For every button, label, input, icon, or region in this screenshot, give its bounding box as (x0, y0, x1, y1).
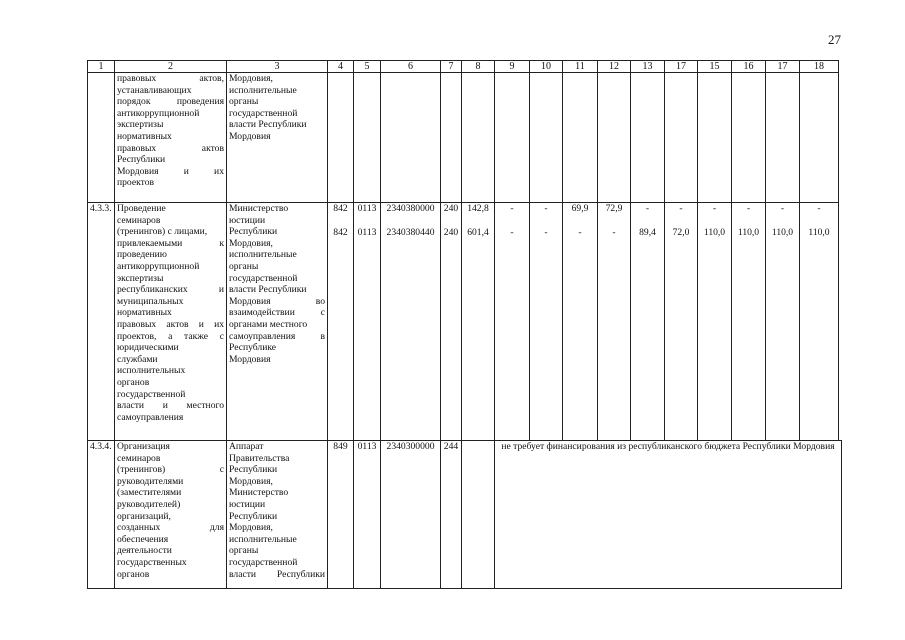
empty-cell (381, 73, 441, 203)
text-line: проектов, а также с (117, 330, 224, 342)
text-line: правовых актов и их (117, 318, 224, 330)
value: 2340380440 (386, 227, 435, 238)
value: 240 (443, 203, 459, 214)
cell-target-code (381, 203, 441, 441)
cell-year (631, 203, 665, 441)
text-line: исполнительные (229, 84, 297, 96)
value: 0113 (357, 203, 377, 214)
value: - (510, 227, 514, 238)
text-line: органов (117, 568, 150, 580)
text-line: Республики (117, 154, 166, 166)
value: 842 (333, 203, 348, 214)
header-cell: 7 (441, 61, 462, 73)
text-line: Аппарат (229, 441, 264, 452)
text-line: нормативных (117, 307, 172, 319)
row-number: 4.3.4. (88, 441, 115, 589)
cell-year (665, 203, 698, 441)
text-line: антикоррупционной (117, 260, 200, 272)
value: - (645, 203, 650, 214)
header-cell: 8 (462, 61, 495, 73)
table-row (88, 203, 842, 441)
no-funding-note: не требует финансирования из республиканского бюджета Республики Мордовия (495, 441, 842, 589)
text-line: органы (229, 545, 259, 557)
text-line: Мордовия, (229, 237, 273, 249)
value: 142,8 (467, 203, 489, 214)
value: - (544, 227, 548, 238)
text-line: юстиции (229, 498, 266, 510)
text-line: власти Республики (229, 568, 325, 580)
text-line: исполнительных (117, 365, 186, 377)
cell-target-code: 2340300000 (381, 441, 441, 589)
text-line: службами (117, 353, 158, 365)
header-cell: 15 (698, 61, 732, 73)
cell-year (530, 203, 563, 441)
value: 240 (443, 227, 459, 238)
executor (227, 73, 328, 203)
header-cell: 9 (495, 61, 530, 73)
cell-expense-code (441, 203, 462, 441)
text-line: семинаров (117, 452, 161, 464)
cell-section-code (354, 203, 381, 441)
text-line: порядок проведения (117, 96, 224, 108)
measure-name (115, 203, 227, 441)
empty-cell (631, 73, 665, 203)
empty-cell (598, 73, 631, 203)
table-row (88, 441, 842, 589)
text-line: правовых актов (117, 142, 224, 154)
cell-year (698, 203, 732, 441)
value: - (612, 227, 616, 238)
empty-cell (698, 73, 732, 203)
value: 89,4 (639, 227, 656, 238)
text-line: исполнительные (229, 249, 297, 261)
text-line: государственных (117, 556, 187, 568)
cell-year (732, 203, 766, 441)
header-cell: 18 (800, 61, 839, 73)
header-cell: 2 (115, 61, 227, 73)
value: 110,0 (737, 227, 760, 238)
text-line: (заместителями (117, 487, 182, 499)
text-line: руководителей) (117, 498, 181, 510)
empty-cell (766, 73, 800, 203)
header-cell: 12 (598, 61, 631, 73)
text-line: Мордовия во (229, 295, 325, 307)
empty-cell (530, 73, 563, 203)
text-line: Мордовия и их (117, 165, 224, 177)
value: 72,9 (605, 203, 623, 214)
text-line: Республики (229, 510, 278, 522)
text-line: власти Республики (229, 284, 307, 296)
executor (227, 441, 328, 589)
empty-cell (441, 73, 462, 203)
cell-ministry-code: 849 (328, 441, 354, 589)
text-line: Мордовия, (229, 522, 273, 534)
header-cell: 6 (381, 61, 441, 73)
header-cell: 16 (732, 61, 766, 73)
text-line: устанавливающих (117, 84, 192, 96)
text-line: (тренингов) с (117, 464, 224, 476)
text-line: Правительства (229, 452, 290, 464)
header-cell: 3 (227, 61, 328, 73)
text-line: самоуправления в (229, 330, 325, 342)
text-line: деятельности (117, 545, 172, 557)
text-line: (тренингов) с лицами, (117, 226, 208, 238)
text-line: Проведение (117, 203, 166, 214)
text-line: Мордовия (229, 130, 271, 142)
text-line: органы (229, 96, 259, 108)
cell-year (766, 203, 800, 441)
text-line: проектов (117, 177, 155, 189)
cell-year (598, 203, 631, 441)
text-line: обеспечения (117, 533, 169, 545)
value: - (817, 203, 821, 214)
cell-year (495, 203, 530, 441)
empty-cell (462, 73, 495, 203)
cell-section-code: 0113 (354, 441, 381, 589)
text-line: проведению (117, 249, 167, 261)
text-line: Министерство (229, 203, 289, 214)
text-line: органами местного (229, 318, 308, 330)
value: - (746, 203, 751, 214)
text-line: государственной (229, 556, 298, 568)
empty-cell (800, 73, 839, 203)
page-number: 27 (828, 32, 841, 47)
value: 601,4 (467, 227, 489, 238)
text-line: Республики (229, 464, 278, 476)
empty-cell (732, 73, 766, 203)
text-line: семинаров (117, 214, 161, 226)
value: - (510, 203, 514, 214)
value: 842 (333, 227, 348, 238)
text-line: Мордовия, (229, 73, 273, 84)
text-line: исполнительные (229, 533, 297, 545)
header-cell: 11 (563, 61, 598, 73)
value: - (780, 203, 785, 214)
text-line: власти Республики (229, 119, 307, 131)
executor (227, 203, 328, 441)
text-line: антикоррупционной (117, 107, 200, 119)
text-line: Республики (229, 226, 278, 238)
text-line: власти и местного (117, 400, 224, 412)
empty-cell (328, 73, 354, 203)
header-cell: 13 (631, 61, 665, 73)
value: - (679, 203, 683, 214)
text-line: взаимодействии с (229, 307, 325, 319)
text-line: государственной (229, 272, 298, 284)
text-line: самоуправления (117, 411, 184, 423)
row-number: 4.3.3. (88, 203, 115, 441)
text-line: экспертизы (117, 272, 164, 284)
table-row (88, 73, 842, 203)
value: 2340380000 (386, 203, 435, 214)
empty-cell (665, 73, 698, 203)
header-cell: 1 (88, 61, 115, 73)
text-line: органы (229, 260, 259, 272)
value: 110,0 (703, 227, 726, 238)
value: 110,0 (771, 227, 794, 238)
header-row (88, 61, 842, 73)
row-number (88, 73, 115, 203)
text-line: Мордовия, (229, 475, 273, 487)
header-cell: 10 (530, 61, 563, 73)
value: 0113 (357, 227, 377, 238)
empty-cell (354, 73, 381, 203)
text-line: созданных для (117, 522, 224, 534)
cell-expense-code: 244 (441, 441, 462, 589)
empty-cell (495, 73, 530, 203)
empty-cell (462, 441, 495, 589)
measure-name (115, 73, 227, 203)
value: - (578, 227, 582, 238)
value: - (544, 203, 548, 214)
cell-year (563, 203, 598, 441)
empty-cell (563, 73, 598, 203)
text-line: Мордовия (229, 353, 271, 365)
value: 72,0 (672, 227, 690, 238)
header-cell: 17 (665, 61, 698, 73)
text-line: органов (117, 376, 150, 388)
text-line: правовых актов, (117, 73, 224, 84)
text-line: Организация (117, 441, 170, 452)
text-line: нормативных (117, 130, 172, 142)
measure-name (115, 441, 227, 589)
text-line: Республике (229, 342, 277, 354)
header-cell: 17 (766, 61, 800, 73)
text-line: привлекаемыми к (117, 237, 224, 249)
text-line: экспертизы (117, 119, 164, 131)
header-cell: 5 (354, 61, 381, 73)
text-line: республиканских и (117, 284, 224, 296)
value: - (712, 203, 717, 214)
cell-ministry-code (328, 203, 354, 441)
cell-year (800, 203, 839, 441)
text-line: муниципальных (117, 295, 184, 307)
budget-table (87, 60, 842, 589)
value: 69,9 (571, 203, 589, 214)
text-line: юридическими (117, 342, 179, 354)
cell-total (462, 203, 495, 441)
text-line: юстиции (229, 214, 266, 226)
text-line: государственной (117, 388, 186, 400)
text-line: руководителями (117, 475, 184, 487)
text-line: государственной (229, 107, 298, 119)
value: 110,0 (808, 227, 830, 238)
header-cell: 4 (328, 61, 354, 73)
text-line: организаций, (117, 510, 171, 522)
text-line: Министерство (229, 487, 289, 499)
